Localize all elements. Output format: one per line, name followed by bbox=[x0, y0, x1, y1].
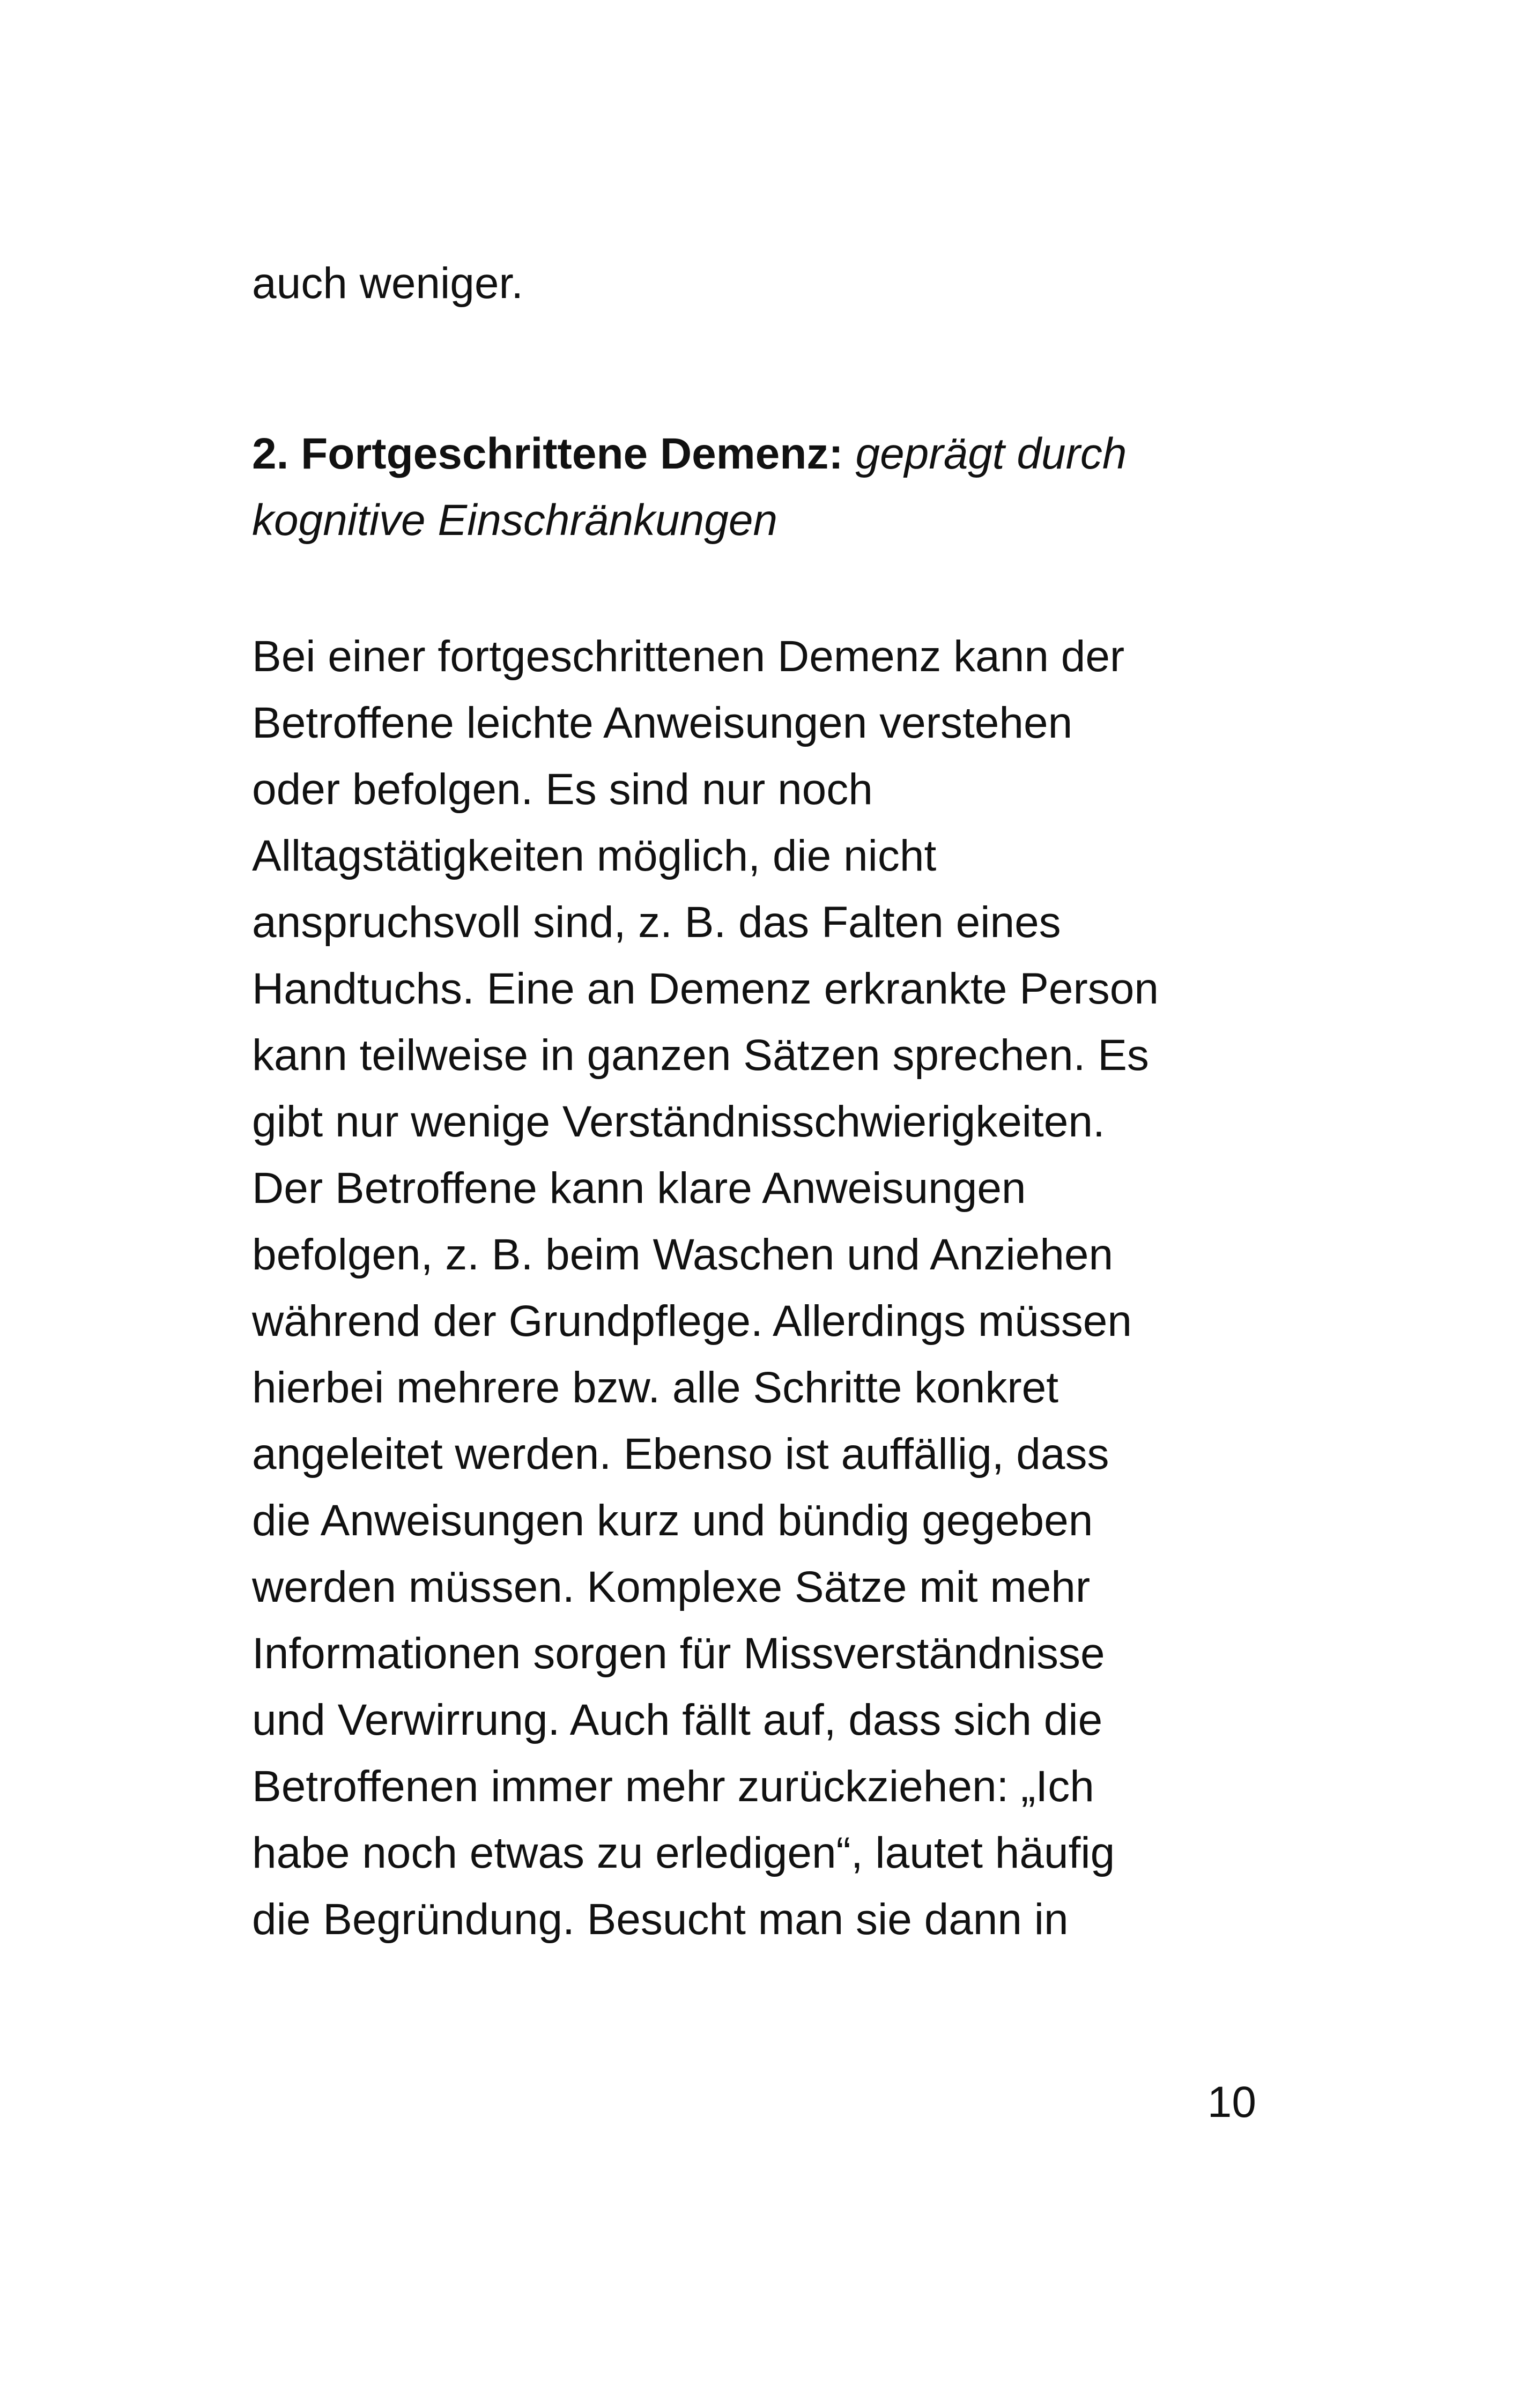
body-line: während der Grundpflege. Allerdings müssen bbox=[252, 1297, 1132, 1346]
body-line: Betroffenen immer mehr zurückziehen: „Ich bbox=[252, 1762, 1094, 1811]
body-line: werden müssen. Komplexe Sätze mit mehr bbox=[252, 1563, 1091, 1611]
body-line: anspruchsvoll sind, z. B. das Falten eines bbox=[252, 898, 1061, 947]
body-line: gibt nur wenige Verständnisschwierigkeiten. bbox=[252, 1097, 1105, 1146]
body-line: und Verwirrung. Auch fällt auf, dass sich die bbox=[252, 1696, 1103, 1744]
body-line: angeleitet werden. Ebenso ist auffällig, dass bbox=[252, 1430, 1109, 1478]
body-line: Handtuchs. Eine an Demenz erkrankte Person bbox=[252, 964, 1159, 1013]
intro-text bbox=[252, 250, 1298, 317]
body-paragraph bbox=[252, 623, 1298, 1953]
body-line: die Begründung. Besucht man sie dann in bbox=[252, 1895, 1069, 1944]
heading-subtitle-part2: kognitive Einschränkungen bbox=[252, 496, 778, 545]
body-line: hierbei mehrere bzw. alle Schritte konkret bbox=[252, 1363, 1059, 1412]
body-line: oder befolgen. Es sind nur noch bbox=[252, 765, 873, 814]
heading-line-1 bbox=[252, 421, 1298, 487]
section-heading bbox=[252, 421, 1298, 554]
body-line: Betroffene leichte Anweisungen verstehen bbox=[252, 698, 1073, 747]
body-line: befolgen, z. B. beim Waschen und Anziehen bbox=[252, 1230, 1114, 1279]
body-line: Bei einer fortgeschrittenen Demenz kann der bbox=[252, 632, 1125, 681]
text-line: auch weniger. bbox=[252, 259, 524, 308]
body-line: kann teilweise in ganzen Sätzen sprechen. Es bbox=[252, 1031, 1149, 1080]
heading-title: 2. Fortgeschrittene Demenz: bbox=[252, 429, 843, 478]
heading-subtitle-part1: geprägt durch bbox=[843, 429, 1127, 478]
body-line: Alltagstätigkeiten möglich, die nicht bbox=[252, 831, 937, 880]
body-line: habe noch etwas zu erledigen“, lautet häufig bbox=[252, 1829, 1115, 1877]
page-number: 10 bbox=[1207, 2078, 1256, 2127]
body-line: Informationen sorgen für Missverständnisse bbox=[252, 1629, 1105, 1678]
body-line: Der Betroffene kann klare Anweisungen bbox=[252, 1164, 1026, 1213]
body-line: die Anweisungen kurz und bündig gegeben bbox=[252, 1496, 1093, 1545]
